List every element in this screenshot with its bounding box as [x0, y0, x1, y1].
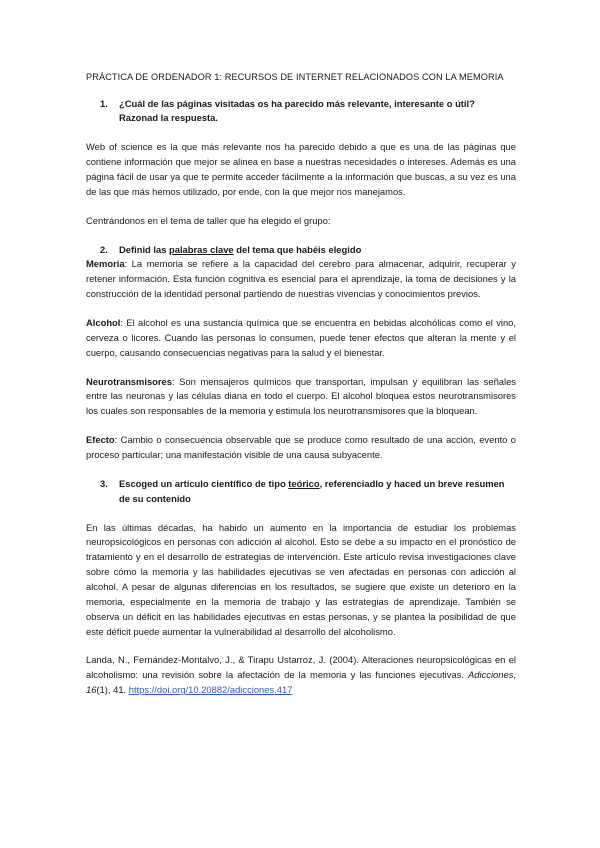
question-3-text-post: , referenciadlo y haced un breve resumen de su contenido	[119, 477, 505, 504]
question-3-text-pre: Escoged un artículo científico de tipo	[119, 477, 289, 489]
question-2-underlined: palabras clave	[169, 243, 234, 255]
keyword-definition: : Cambio o consecuencia observable que se produce como resultado de una acción, evento o proceso particular; una manifestación visible de una causa subyacente.	[86, 434, 516, 460]
keyword-term: Alcohol	[86, 316, 121, 328]
question-2-number: 2.	[100, 243, 108, 255]
question-1-text: ¿Cuál de las páginas visitadas os ha parecido más relevante, interesante o útil? Razonad la respuesta.	[119, 97, 475, 124]
question-2-text	[119, 243, 516, 258]
keyword-alcohol	[86, 316, 516, 361]
reference-separator: ,	[513, 669, 516, 681]
question-2-text-post: del tema que habéis elegido	[233, 243, 362, 255]
article-reference	[86, 653, 516, 698]
section-2-intro: Centrándonos en el tema de taller que ha elegido el grupo:	[86, 214, 331, 226]
keyword-definition: : Son mensajeros químicos que transportan, impulsan y equilibran las señales entre las neuronas y las células diana en todo el cuerpo. El alcohol bloquea estos neurotransmisores los cuales son responsables de la memoria y estimula los neurotransmisores que la bloquean.	[86, 375, 516, 417]
reference-journal: Adicciones	[468, 669, 514, 681]
question-3-heading	[86, 477, 516, 507]
question-3-number: 3.	[100, 477, 108, 489]
question-3-text	[119, 477, 516, 507]
keyword-definition: : El alcohol es una sustancia química que se encuentra en bebidas alcohólicas como el vino, cerveza o licores. Cuando las personas lo consumen, puede tener efectos que alteran la mente y el cuerpo, causando consecuencias negativas para la salud y el bienestar.	[86, 316, 516, 358]
question-3-underlined: teórico	[288, 477, 320, 489]
question-1-number: 1.	[100, 97, 108, 109]
reference-volume: 16	[86, 684, 97, 696]
keyword-neurotransmisores	[86, 375, 516, 420]
document-body	[86, 70, 516, 698]
reference-issue-pages: (1), 41.	[96, 684, 129, 696]
keyword-efecto	[86, 433, 516, 463]
keyword-term: Efecto	[86, 434, 115, 446]
article-summary: En las últimas décadas, ha habido un aumento en la importancia de estudiar los problemas neuropsicológicos en personas con adicción al alcohol. Esto se debe a su impacto en el pronóstico de tratamiento y en el desarrollo de estrategias de intervención. Este artículo revisa investigaciones clave sobre cómo la memoria y las habilidades ejecutivas se ven afectadas en personas con adicción al alcohol. A pesar de algunas diferencias en los resultados, se sugiere que existe un deterioro en la memoria, especialmente en la memoria de trabajo y las estrategias de aprendizaje. También se observa un déficit en las habilidades ejecutivas en estas personas, y se plantea la posibilidad de que este déficit puede aumentar la vulnerabilidad al desarrollo del alcoholismo.	[86, 521, 516, 637]
question-2-heading	[86, 243, 516, 258]
answer-1-paragraph: Web of science es la que más relevante nos ha parecido debido a que es una de las páginas que contiene información que mejor se alinea en base a nuestras necesidades o intereses. Además es una página fácil de usar ya que te permite acceder fácilmente a la información que buscas, a su vez es una de las que más hemos utilizado, por ende, con la que mejor nos manejamos.	[86, 141, 516, 197]
question-2-text-pre: Definid las	[119, 243, 170, 255]
document-title: PRÁCTICA DE ORDENADOR 1: RECURSOS DE INTERNET RELACIONADOS CON LA MEMORIA	[86, 72, 504, 82]
reference-authors-title: Landa, N., Fernández-Montalvo, J., & Tirapu Ustarroz, J. (2004). Alteraciones neuropsicológicas en el alcoholismo: una revisión sobre la afectación de la memoria y las funciones ejecutivas.	[86, 654, 516, 681]
doi-link[interactable]: https://doi.org/10.20882/adicciones.417	[128, 684, 293, 696]
keyword-definition: : La memoria se refiere a la capacidad del cerebro para almacenar, adquirir, recuperar y retener información. Esta función cognitiva es esencial para el aprendizaje, la toma de decisiones y la construcción de la identidad personal partiendo de nuestras vivencias y conocimientos previos.	[86, 258, 516, 300]
keyword-memoria	[86, 257, 516, 302]
keyword-term: Neurotransmisores	[86, 375, 172, 387]
question-1-heading	[86, 97, 516, 127]
keyword-term: Memoria	[86, 258, 125, 270]
